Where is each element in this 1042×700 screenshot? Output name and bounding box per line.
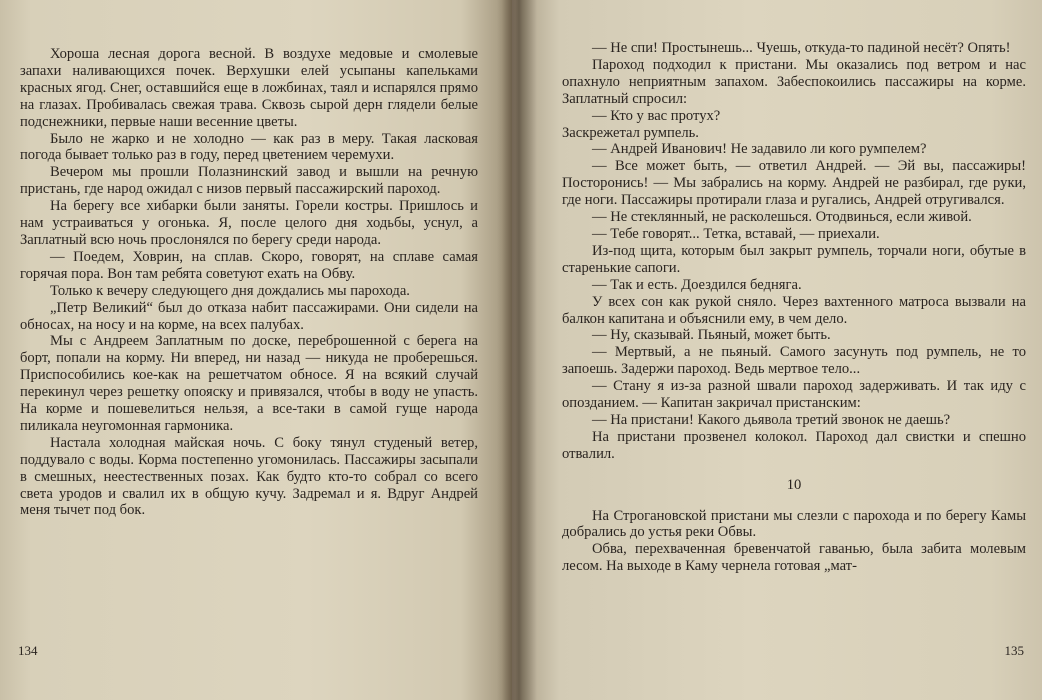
paragraph: — Андрей Иванович! Не задавило ли кого румпелем?: [592, 141, 927, 158]
page-number-right: 135: [1004, 643, 1024, 659]
paragraph: — Поедем, Ховрин, на сплав. Скоро, говорят, на сплаве самая горячая пора. Вон там ребята советуют ехать на Обву.: [20, 248, 478, 282]
paragraph: — Кто у вас протух?: [592, 107, 721, 124]
paragraph: Мы с Андреем Заплатным по доске, переброшенной с берега на борт, попали на корму. Ни вперед, ни назад — никуда не проберешься. Приспособились кое-как на решетчатом обносе. Я на всякий случай перекинул через решетку опояску и привязался, чтобы в воду не упасть. На корме и пошевелиться нельзя, а все-таки в самой гуще народа пиликала неугомонная гармоника.: [20, 333, 478, 434]
paragraph: „Петр Великий“ был до отказа набит пассажирами. Они сидели на обносах, на носу и на корме, на всех палубах.: [20, 299, 478, 333]
paragraph: — Не спи! Простынешь... Чуешь, откуда-то падиной несёт? Опять!: [592, 40, 1011, 56]
paragraph: На пристани прозвенел колокол. Пароход дал свистки и спешно отвалил.: [562, 428, 1026, 462]
paragraph: Заскрежетал румпель.: [562, 124, 699, 141]
paragraph: Вечером мы прошли Полазнинский завод и вышли на речную пристань, где народ ожидал с низов первый пассажирский пароход.: [20, 164, 478, 198]
paragraph: Настала холодная майская ночь. С боку тянул студеный ветер, поддувало с воды. Корма постепенно угомонилась. Пассажиры засыпали в смешных, неестественных позах. Как будто кто-то собрал со всего света уродов и свалил их в общую кучу. Задремал и я. Вдруг Андрей меня тычет под бок.: [20, 434, 478, 519]
paragraph: — Не стеклянный, не расколешься. Отодвинься, если живой.: [592, 209, 972, 226]
paragraph: У всех сон как рукой сняло. Через вахтенного матроса вызвали на балкон капитана и объяснили ему, в чем дело.: [562, 293, 1026, 327]
paragraph: На берегу все хибарки были заняты. Горели костры. Пришлось и нам устраиваться у огонька. Я, после целого дня ходьбы, уснул, а Заплатный всю ночь прослонялся по берегу среди народа.: [20, 198, 478, 248]
paragraph: — Ну, сказывай. Пьяный, может быть.: [592, 327, 831, 344]
paragraph: — Так и есть. Доездился бедняга.: [592, 276, 802, 293]
page-number-left: 134: [18, 643, 38, 659]
paragraph: Хороша лесная дорога весной. В воздухе медовые и смолевые запахи наливающихся почек. Верхушки елей усыпаны капельками красных ягод. Снег, оставшийся еще в ложбинах, таял и испарялся прямо на глазах. Пробивалась свежая трава. Сквозь сырой дерн глядели белые подснежники, первые наши весенние цветы.: [20, 46, 478, 130]
paragraph: На Строгановской пристани мы слезли с парохода и по берегу Камы добрались до устья реки Обвы.: [562, 507, 1026, 541]
paragraph: Было не жарко и не холодно — как раз в меру. Такая ласковая погода бывает только раз в году, перед цветением черемухи.: [20, 130, 478, 164]
right-page: [512, 0, 1042, 700]
paragraph: Из-под щита, которым был закрыт румпель, торчали ноги, обутые в старенькие сапоги.: [562, 242, 1026, 276]
paragraph: Только к вечеру следующего дня дождались мы парохода.: [50, 282, 410, 299]
paragraph: — Стану я из-за разной швали пароход задерживать. И так иду с опозданием. — Капитан закричал пристанским:: [562, 378, 1026, 412]
chapter-number: 10: [786, 476, 802, 493]
paragraph: Обва, перехваченная бревенчатой гаванью, была забита молевым лесом. На выходе в Каму чернела готовая „мат-: [562, 541, 1026, 575]
paragraph: — На пристани! Какого дьявола третий звонок не даешь?: [592, 411, 951, 428]
paragraph: — Все может быть, — ответил Андрей. — Эй вы, пассажиры! Посторонись! — Мы забрались на корму. Андрей не разбирал, где руки, где ноги. Пассажиры протирали глаза и ругались, Андрей отругивался.: [562, 158, 1026, 209]
paragraph: Пароход подходил к пристани. Мы оказались под ветром и нас опахнуло неприятным запахом. Забеспокоились пассажиры на корме. Заплатный спросил:: [562, 56, 1026, 107]
paragraph: — Мертвый, а не пьяный. Самого засунуть под румпель, не то запоешь. Задержи пароход. Ведь мертвое тело...: [562, 344, 1026, 378]
paragraph: — Тебе говорят... Тетка, вставай, — приехали.: [592, 225, 880, 242]
left-page: [0, 0, 512, 700]
